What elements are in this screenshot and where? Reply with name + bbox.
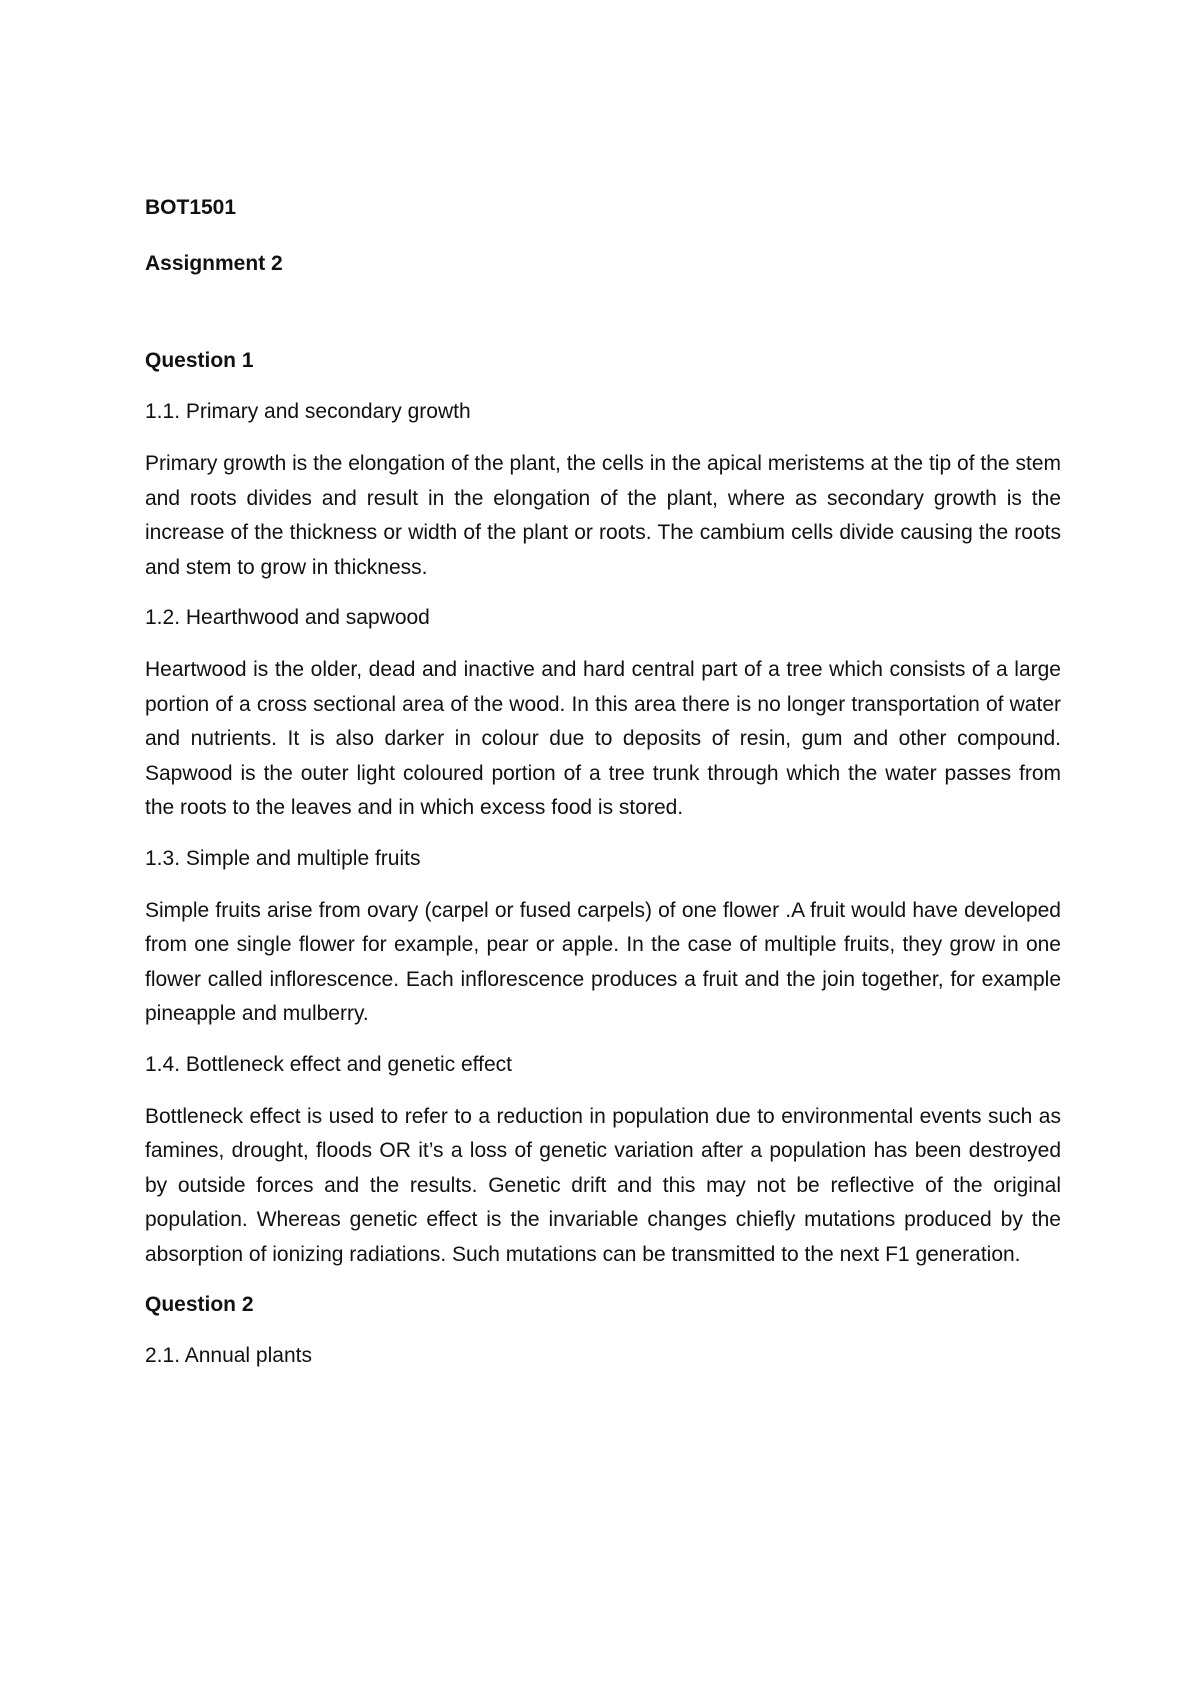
section-1-2-heading: 1.2. Hearthwood and sapwood	[145, 606, 430, 629]
section-1-3-heading: 1.3. Simple and multiple fruits	[145, 846, 421, 870]
course-code: BOT1501	[145, 196, 237, 219]
document-page	[145, 196, 1061, 1391]
question-1-heading: Question 1	[145, 349, 254, 372]
section-2-1-heading: 2.1. Annual plants	[145, 1344, 312, 1367]
assignment-title: Assignment 2	[145, 252, 283, 275]
section-1-1-heading: 1.1. Primary and secondary growth	[145, 400, 471, 423]
section-1-3-body: Simple fruits arise from ovary (carpel or fused carpels) of one flower .A fruit would have developed from one single flower for example, pear or apple. In the case of multiple fruits, they grow in one flower called inflorescence. Each inflorescence produces a fruit and the join together, for example pineapple and mulberry.	[145, 898, 1061, 1025]
question-2-heading: Question 2	[145, 1293, 254, 1316]
section-1-2-body: Heartwood is the older, dead and inactive and hard central part of a tree which consists of a large portion of a cross sectional area of the wood. In this area there is no longer transportation of water and nutrients. It is also darker in colour due to deposits of resin, gum and other compound. Sapwood is the outer light coloured portion of a tree trunk through which the water passes from the roots to the leaves and in which excess food is stored.	[145, 658, 1061, 819]
section-1-1-body: Primary growth is the elongation of the plant, the cells in the apical meristems at the tip of the stem and roots divides and result in the elongation of the plant, where as secondary growth is the increase of the thickness or width of the plant or roots. The cambium cells divide causing the roots and stem to grow in thickness.	[145, 452, 1061, 579]
section-1-4-heading: 1.4. Bottleneck effect and genetic effect	[145, 1052, 512, 1076]
section-1-4-body: Bottleneck effect is used to refer to a reduction in population due to environmental events such as famines, drought, floods OR it’s a loss of genetic variation after a population has been destroyed by outside forces and the results. Genetic drift and this may not be reflective of the original population. Whereas genetic effect is the invariable changes chiefly mutations produced by the absorption of ionizing radiations. Such mutations can be transmitted to the next F1 generation.	[145, 1104, 1061, 1266]
